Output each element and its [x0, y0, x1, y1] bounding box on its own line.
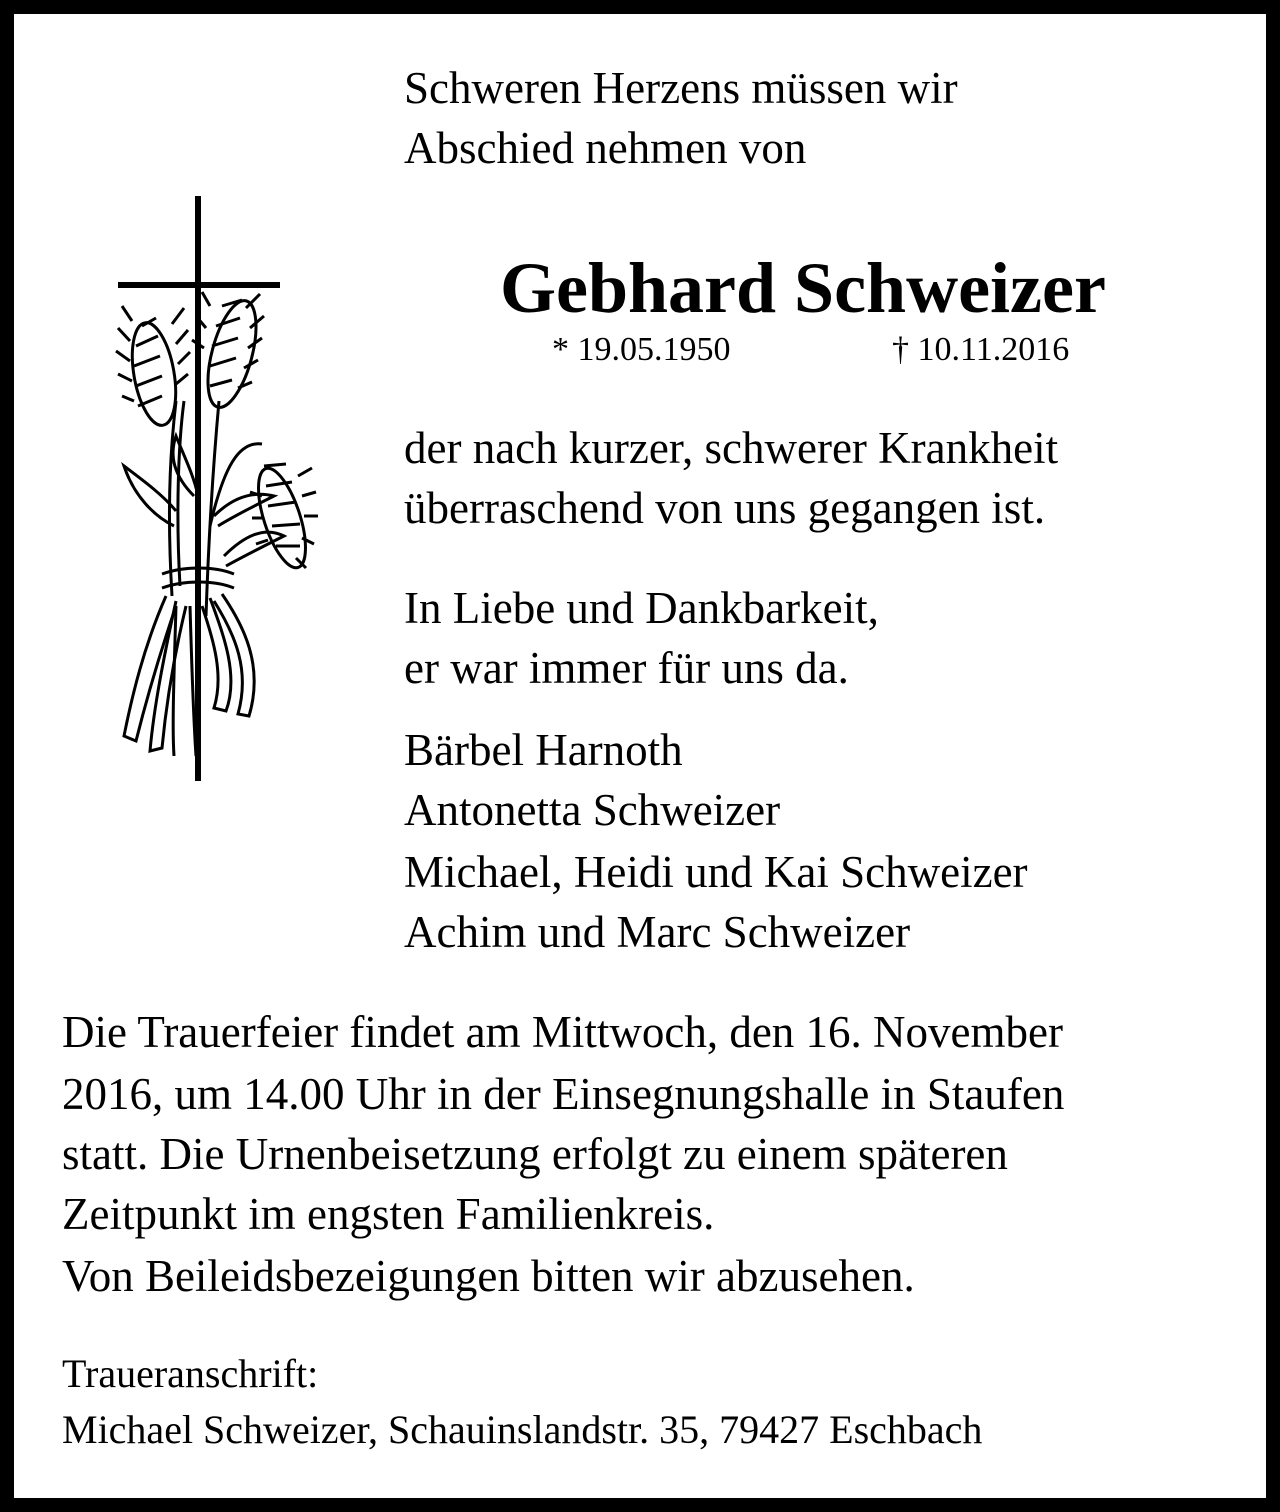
mourner-name: Antonetta Schweizer — [404, 785, 781, 835]
tribute-line-2: er war immer für uns da. — [404, 643, 849, 693]
address-label: Traueranschrift: — [62, 1351, 319, 1396]
funeral-notice-line: statt. Die Urnenbeisetzung erfolgt zu einem späteren — [62, 1129, 1008, 1179]
funeral-notice-line: Von Beileidsbezeigungen bitten wir abzusehen. — [62, 1251, 915, 1301]
message-line-2: überraschend von uns gegangen ist. — [404, 483, 1046, 533]
mourner-name: Bärbel Harnoth — [404, 725, 683, 775]
mourner-name: Michael, Heidi und Kai Schweizer — [404, 847, 1028, 897]
address-value: Michael Schweizer, Schauinslandstr. 35, 79427 Eschbach — [62, 1407, 983, 1452]
tribute-line-1: In Liebe und Dankbarkeit, — [404, 583, 879, 633]
deceased-name: Gebhard Schweizer — [500, 248, 1106, 328]
cross-with-wheat-icon — [114, 196, 319, 781]
funeral-notice-line: Zeitpunkt im engsten Familienkreis. — [62, 1189, 715, 1239]
mourner-name: Achim und Marc Schweizer — [404, 907, 911, 957]
intro-line-1: Schweren Herzens müssen wir — [404, 63, 958, 113]
funeral-notice-line: Die Trauerfeier findet am Mittwoch, den 16. November — [62, 1007, 1063, 1057]
funeral-notice-line: 2016, um 14.00 Uhr in der Einsegnungshalle in Staufen — [62, 1069, 1065, 1119]
intro-line-2: Abschied nehmen von — [404, 123, 807, 173]
message-line-1: der nach kurzer, schwerer Krankheit — [404, 423, 1059, 473]
death-date: † 10.11.2016 — [892, 331, 1070, 368]
birth-date: * 19.05.1950 — [552, 331, 731, 368]
